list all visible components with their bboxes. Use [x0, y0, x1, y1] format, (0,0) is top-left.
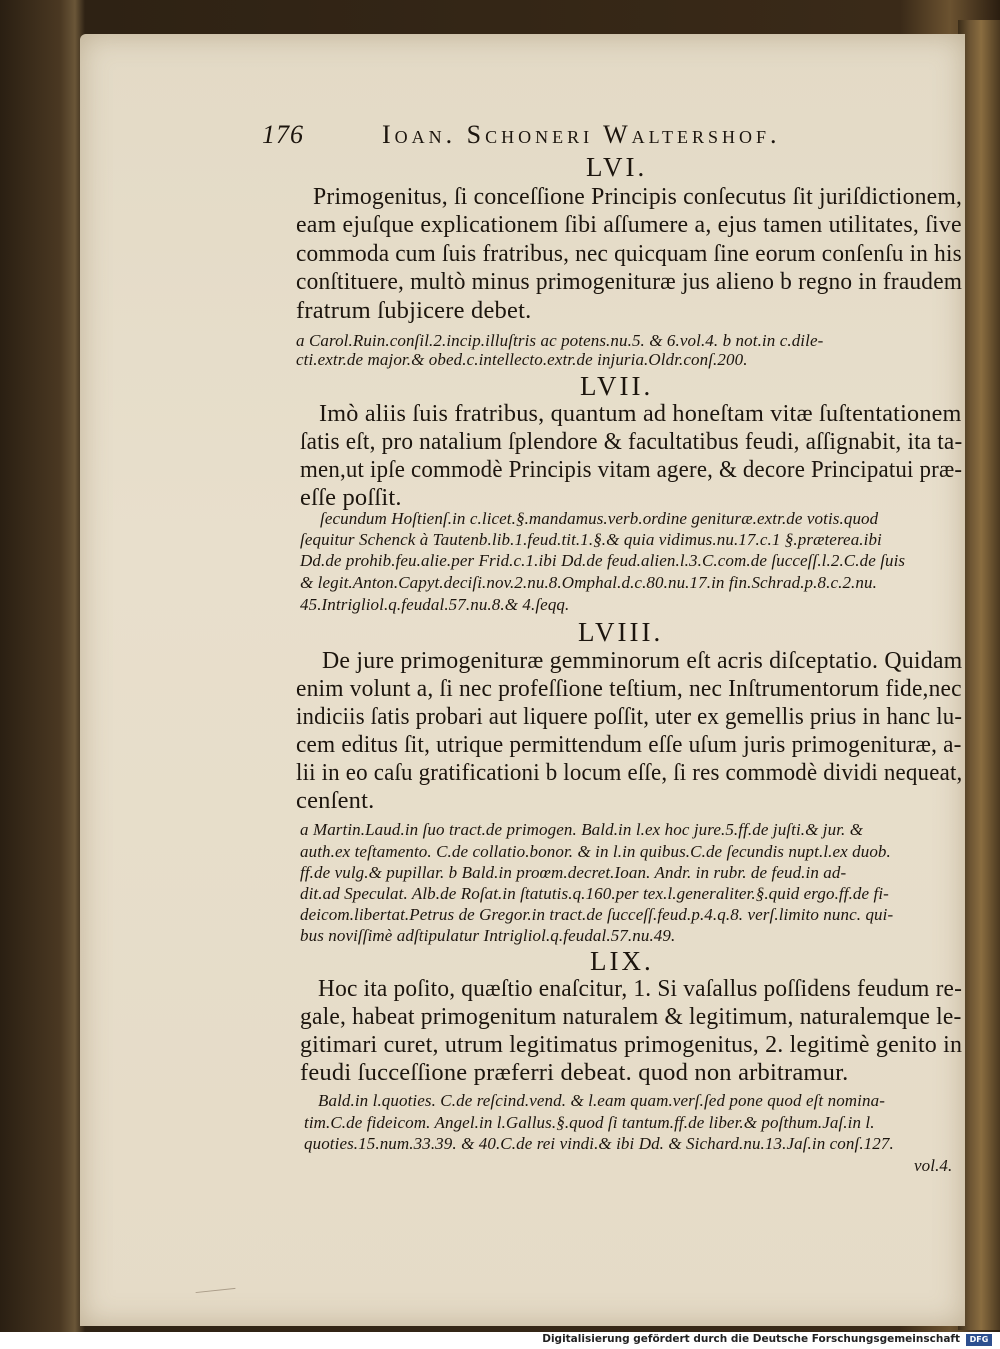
body-line: eſſe poſſit.: [300, 484, 402, 511]
section-numeral: LVII.: [580, 371, 654, 401]
footer-credit: Digitalisierung gefördert durch die Deutsche Forschungsgemeinschaft: [542, 1333, 960, 1345]
footnote-line: quoties.15.num.33.39. & 40.C.de rei vindi.& ibi Dd. & Sichard.nu.13.Jaſ.in conſ.127.: [304, 1134, 894, 1153]
section-numeral: LVI.: [586, 152, 648, 182]
body-line: eam ejuſque explicationem ſibi aſſumere a, ejus tamen utilitates, ſive: [296, 211, 962, 238]
body-line: lii in eo caſu gratificationi b locum eſſe, ſi res commodè dividi nequeat,: [296, 759, 963, 786]
body-line: Hoc ita poſito, quæſtio enaſcitur, 1. Si vaſallus poſſidens feudum re-: [318, 975, 963, 1002]
page-number: 176: [262, 120, 304, 149]
footnote-line: a Carol.Ruin.conſil.2.incip.illuſtris ac potens.nu.5. & 6.vol.4. b not.in c.dile-: [296, 331, 824, 350]
footnote-line: dit.ad Speculat. Alb.de Roſat.in ſtatutis.q.160.per tex.l.generaliter.§.quid ergo.ff.de fi-: [300, 884, 889, 903]
footnote-line: ſequitur Schenck à Tautenb.lib.1.feud.tit.1.§.& quia vidimus.nu.17.c.1 §.præterea.ibi: [300, 530, 882, 549]
body-line: fratrum ſubjicere debet.: [296, 297, 532, 324]
footnote-line: tim.C.de fideicom. Angel.in l.Gallus.§.quod ſi tantum.ff.de liber.& poſthum.Jaſ.in l.: [304, 1113, 875, 1132]
footnote-line: Bald.in l.quoties. C.de reſcind.vend. & l.eam quam.verſ.ſed pone quod eſt nomina-: [318, 1091, 885, 1110]
body-line: men,ut ipſe commodè Principis vitam agere, & decore Principatui præ-: [300, 456, 963, 483]
footnote-line: deicom.libertat.Petrus de Gregor.in tract.de ſucceſſ.feud.p.4.q.8. verſ.limito nunc. qui-: [300, 905, 894, 924]
digitization-footer: [0, 1332, 1000, 1349]
footnote-line: 45.Intrigliol.q.feudal.57.nu.8.& 4.ſeqq.: [300, 595, 570, 614]
body-line: De jure primogenituræ gemminorum eſt acris diſceptatio. Quidam: [322, 647, 963, 674]
body-line: Primogenitus, ſi conceſſione Principis conſecutus ſit juriſdictionem,: [313, 183, 963, 210]
body-line: conſtituere, multò minus primogenituræ jus alieno b regno in fraudem: [296, 268, 963, 295]
ink-smudge: [195, 1278, 236, 1293]
body-line: gitimari curet, utrum legitimatus primogenitus, 2. legitimè genito in: [300, 1031, 963, 1058]
body-line: feudi ſucceſſione præferri debeat. quod non arbitramur.: [300, 1059, 849, 1086]
section-numeral: LIX.: [590, 946, 654, 976]
body-line: commoda cum ſuis fratribus, nec quicquam ſine eorum conſenſu in his: [296, 240, 962, 267]
footnote-line: auth.ex teſtamento. C.de collatio.bonor. & in l.in quibus.C.de ſecundis nupt.l.ex duob.: [300, 842, 891, 861]
body-line: Imò aliis ſuis fratribus, quantum ad honeſtam vitæ ſuſtentationem: [319, 400, 962, 427]
body-line: gale, habeat primogenitum naturalem & legitimum, naturalemque le-: [300, 1003, 962, 1030]
footnote-line: & legit.Anton.Capyt.deciſi.nov.2.nu.8.Omphal.d.c.80.nu.17.in fin.Schrad.p.8.c.2.nu.: [300, 573, 877, 592]
dfg-logo-icon: DFG: [966, 1334, 992, 1346]
body-line: cem editus ſit, utrique permittendum eſſe uſum juris primogenituræ, a-: [296, 731, 962, 758]
footnote-line: cti.extr.de major.& obed.c.intellecto.extr.de injuria.Oldr.conſ.200.: [296, 350, 748, 369]
footnote-line: ſecundum Hoſtienſ.in c.licet.§.mandamus.verb.ordine genituræ.extr.de votis.quod: [320, 509, 879, 528]
footnote-line: Dd.de prohib.feu.alie.per Frid.c.1.ibi Dd.de feud.alien.l.3.C.com.de ſucceſſ.l.2.C.de ſuis: [300, 551, 906, 570]
body-line: enim volunt a, ſi nec profeſſione teſtium, nec Inſtrumentorum fide,nec: [296, 675, 962, 702]
footnote-line: ff.de vulg.& pupillar. b Bald.in proœm.decret.Ioan. Andr. in rubr. de feud.in ad-: [300, 863, 847, 882]
running-head: Ioan. Schoneri Waltershof.: [382, 120, 781, 149]
footnote-line: a Martin.Laud.in ſuo tract.de primogen. Bald.in l.ex hoc jure.5.ff.de juſti.& jur. &: [300, 820, 864, 839]
body-line: ſatis eſt, pro natalium ſplendore & facultatibus feudi, aſſignabit, ita ta-: [300, 428, 963, 455]
footnote-line: vol.4.: [914, 1156, 953, 1175]
body-line: cenſent.: [296, 787, 375, 814]
body-line: indiciis ſatis probari aut liquere poſſit, uter ex gemellis prius in hanc lu-: [296, 703, 963, 730]
footnote-line: bus noviſſimè adſtipulatur Intrigliol.q.feudal.57.nu.49.: [300, 926, 676, 945]
section-numeral: LVIII.: [578, 617, 664, 647]
